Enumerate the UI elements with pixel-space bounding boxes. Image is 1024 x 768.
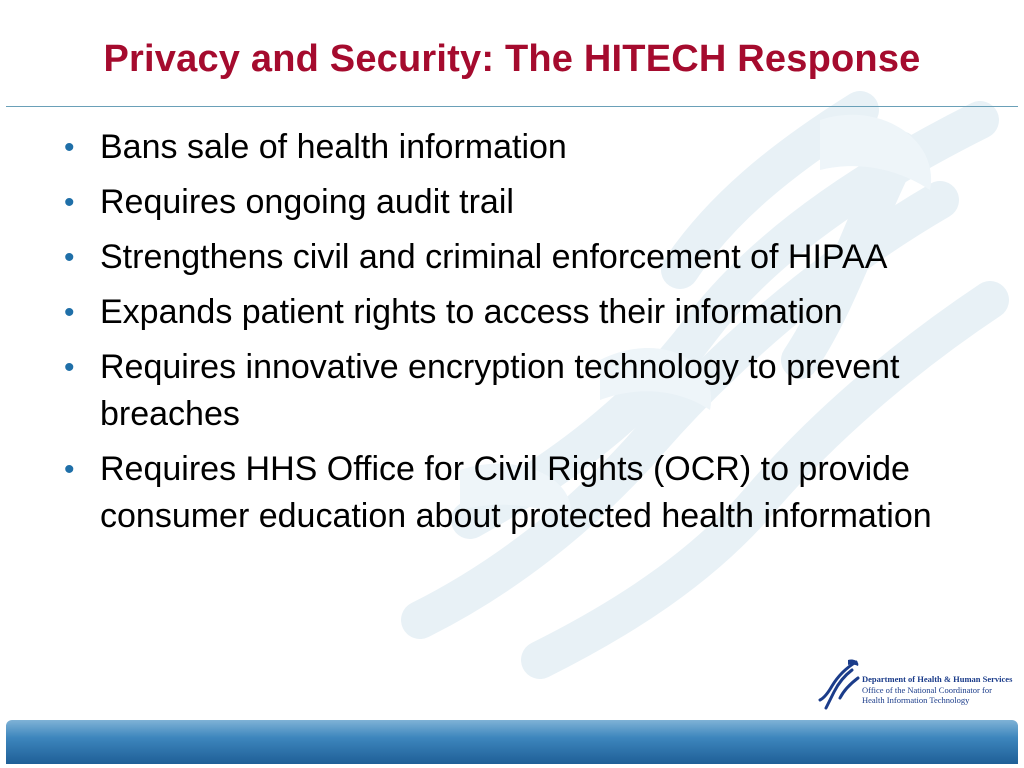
logo-line-3: Health Information Technology (862, 695, 970, 705)
logo-line-2: Office of the National Coordinator for (862, 684, 992, 695)
bullet-text: Expands patient rights to access their information (100, 293, 843, 331)
bullet-dot-icon: • (64, 131, 75, 164)
footer-bar (6, 720, 1018, 764)
bullet-item (58, 344, 938, 438)
bullet-dot-icon: • (64, 351, 75, 384)
bullet-item (58, 179, 938, 226)
bullet-text: Requires innovative encryption technology to prevent breaches (100, 348, 900, 433)
bullet-text: Bans sale of health information (100, 128, 567, 166)
bullet-item (58, 234, 938, 281)
bullet-text: Requires ongoing audit trail (100, 183, 514, 221)
hhs-eagle-icon (818, 656, 862, 712)
bullet-text: Requires HHS Office for Civil Rights (OCR) to provide consumer education about protected health information (100, 450, 932, 535)
slide-title: Privacy and Security: The HITECH Response (103, 38, 921, 80)
bullet-dot-icon: • (64, 296, 75, 329)
title-divider (6, 106, 1018, 107)
logo-text (862, 674, 1012, 706)
bullet-item (58, 289, 938, 336)
logo-line-1: Department of Health & Human Services (862, 674, 1013, 684)
bullet-list (58, 124, 938, 548)
bullet-dot-icon: • (64, 241, 75, 274)
hhs-onc-logo (818, 656, 1018, 712)
bullet-item (58, 124, 938, 171)
bullet-dot-icon: • (64, 453, 75, 486)
bullet-dot-icon: • (64, 186, 75, 219)
bullet-item (58, 446, 938, 540)
bullet-text: Strengthens civil and criminal enforcement of HIPAA (100, 238, 888, 276)
